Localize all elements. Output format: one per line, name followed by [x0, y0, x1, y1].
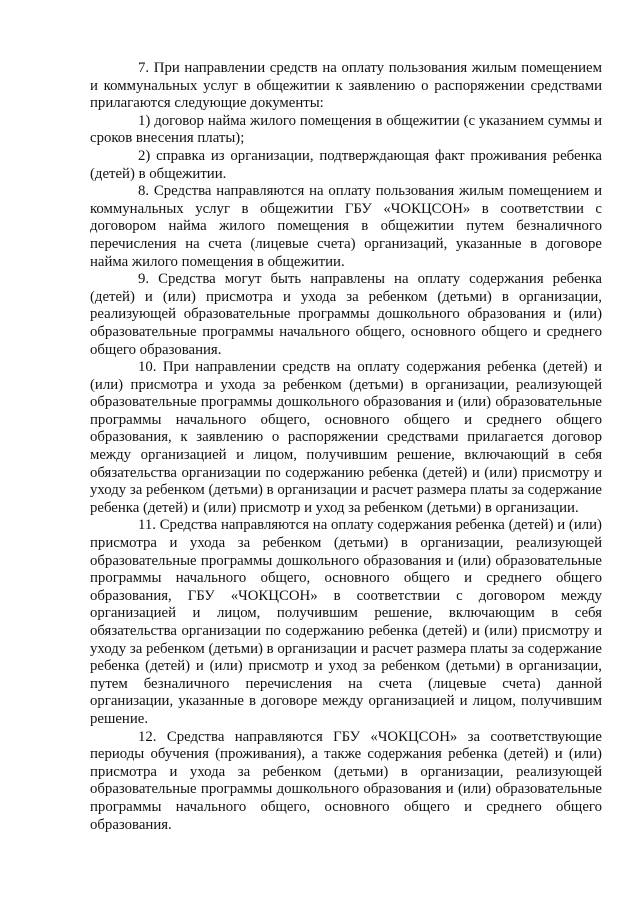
- paragraph-7: 7. При направлении средств на оплату пользования жилым помещением и коммунальных услуг в общежитии к заявлению о распоряжении средствами прилагаются следующие документы:: [90, 60, 602, 112]
- document-page: [90, 60, 602, 834]
- paragraph-7-item-1: 1) договор найма жилого помещения в общежитии (с указанием суммы и сроков внесения платы);: [90, 112, 602, 147]
- paragraph-12: 12. Средства направляются ГБУ «ЧОКЦСОН» за соответствующие периоды обучения (проживания), а также содержания ребенка (детей) и (или) присмотра и ухода за ребенком (детьми) в организации, реализующей образовательные программы дошкольного образования и (или) образовательные программы начального общего, основного общего и среднего общего образования.: [90, 728, 602, 833]
- paragraph-11: 11. Средства направляются на оплату содержания ребенка (детей) и (или) присмотра и ухода за ребенком (детьми) в организации, реализующей образовательные программы дошкольного образования и (или) образовательные программы начального общего, основного общего и среднего общего образования, ГБУ «ЧОКЦСОН» в соответствии с договором между организацией и лицом, получившим решение, включающим в себя обязательства организации по содержанию ребенка (детей) и (или) присмотру и уходу за ребенком (детьми) в организации и расчет размера платы за содержание ребенка (детей) и (или) присмотр и уход за ребенком (детьми) в организации, путем безналичного перечисления на счета (лицевые счета) данной организации, указанные в договоре между организацией и лицом, получившим решение.: [90, 517, 602, 727]
- paragraph-7-item-2: 2) справка из организации, подтверждающая факт проживания ребенка (детей) в общежитии.: [90, 147, 602, 182]
- paragraph-10: 10. При направлении средств на оплату содержания ребенка (детей) и (или) присмотра и ухода за ребенком (детьми) в организации, реализующей образовательные программы дошкольного образования и (или) образовательные программы начального общего, основного общего и среднего общего образования, к заявлению о распоряжении средствами прилагается договор между организацией и лицом, получившим решение, включающий в себя обязательства организации по содержанию ребенка (детей) и (или) присмотру и уходу за ребенком (детьми) в организации и расчет размера платы за содержание ребенка (детей) и (или) присмотр и уход за ребенком (детьми) в организации.: [90, 359, 602, 516]
- paragraph-9: 9. Средства могут быть направлены на оплату содержания ребенка (детей) и (или) присмотра и ухода за ребенком (детьми) в организации, реализующей образовательные программы дошкольного образования и (или) образовательные программы начального общего, основного общего и среднего общего образования.: [90, 271, 602, 358]
- paragraph-8: 8. Средства направляются на оплату пользования жилым помещением и коммунальных услуг в общежитии ГБУ «ЧОКЦСОН» в соответствии с договором найма жилого помещения в общежитии путем безналичного перечисления на счета (лицевые счета) организаций, указанные в договоре найма жилого помещения в общежитии.: [90, 183, 602, 270]
